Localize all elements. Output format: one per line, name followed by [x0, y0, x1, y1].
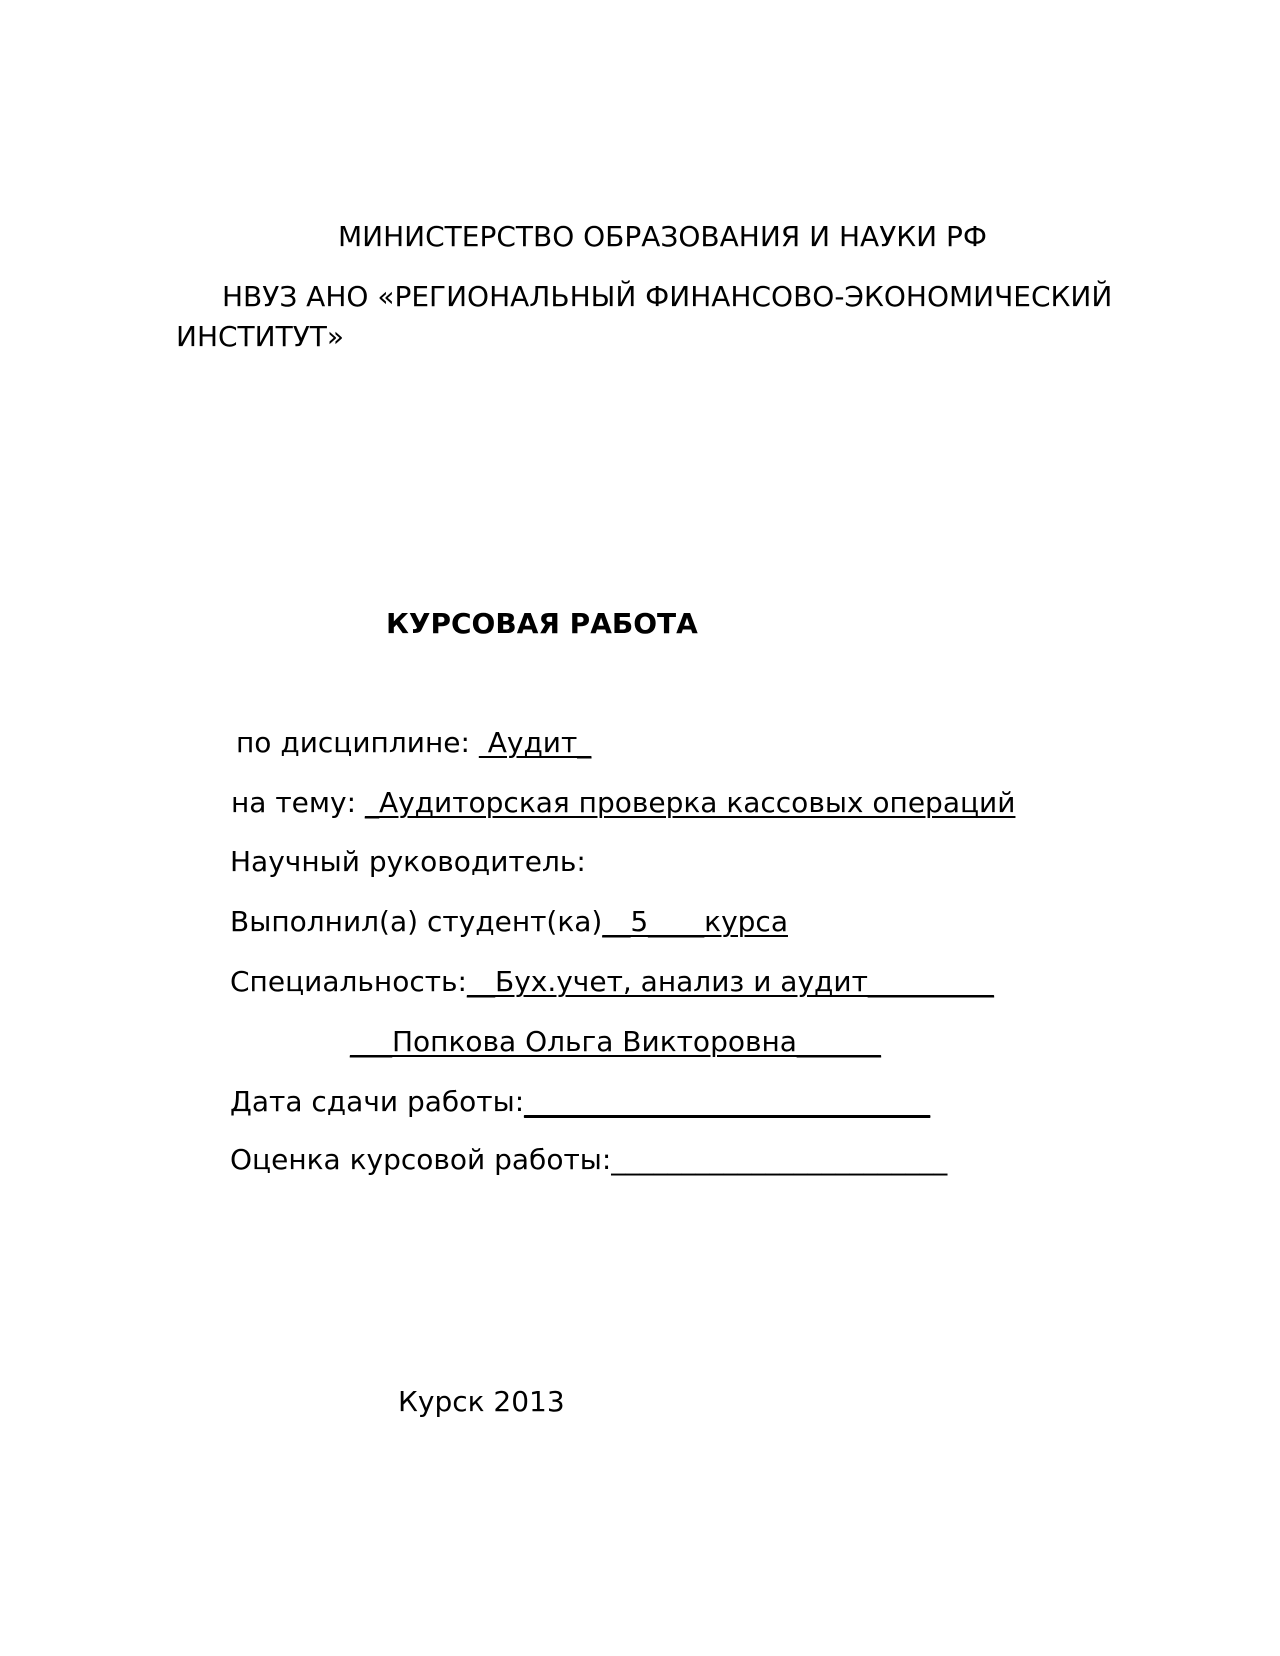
institute-heading-line1: НВУЗ АНО «РЕГИОНАЛЬНЫЙ ФИНАНСОВО-ЭКОНОМИЧЕСКИЙ — [222, 280, 1113, 313]
institute-heading-line2: ИНСТИТУТ» — [176, 320, 344, 353]
specialty-label: Специальность: — [230, 965, 467, 998]
student-name: ___Попкова Ольга Викторовна______ — [350, 1025, 881, 1058]
document-title: КУРСОВАЯ РАБОТА — [386, 607, 698, 640]
city-year: Курск 2013 — [398, 1385, 565, 1418]
discipline-row — [236, 726, 591, 760]
specialty-value: __Бух.учет, анализ и аудит_________ — [466, 965, 994, 998]
discipline-label: по дисциплине: — [236, 726, 479, 759]
grade-row — [230, 1143, 947, 1177]
grade-value: ________________________ — [611, 1143, 948, 1176]
supervisor-label: Научный руководитель: — [230, 845, 586, 878]
student-row — [230, 905, 788, 939]
date-row — [230, 1085, 930, 1119]
student-label: Выполнил(а) студент(ка) — [230, 905, 603, 938]
date-value: _____________________________ — [524, 1085, 931, 1118]
discipline-value: Аудит_ — [478, 726, 592, 759]
topic-row — [231, 786, 1015, 820]
ministry-heading: МИНИСТЕРСТВО ОБРАЗОВАНИЯ И НАУКИ РФ — [338, 220, 987, 253]
grade-label: Оценка курсовой работы: — [230, 1143, 612, 1176]
student-course-value: __5____курса — [602, 905, 788, 938]
topic-value: _Аудиторская проверка кассовых операций — [364, 786, 1016, 819]
topic-label: на тему: — [231, 786, 365, 819]
specialty-row — [230, 965, 994, 999]
date-label: Дата сдачи работы: — [230, 1085, 525, 1118]
